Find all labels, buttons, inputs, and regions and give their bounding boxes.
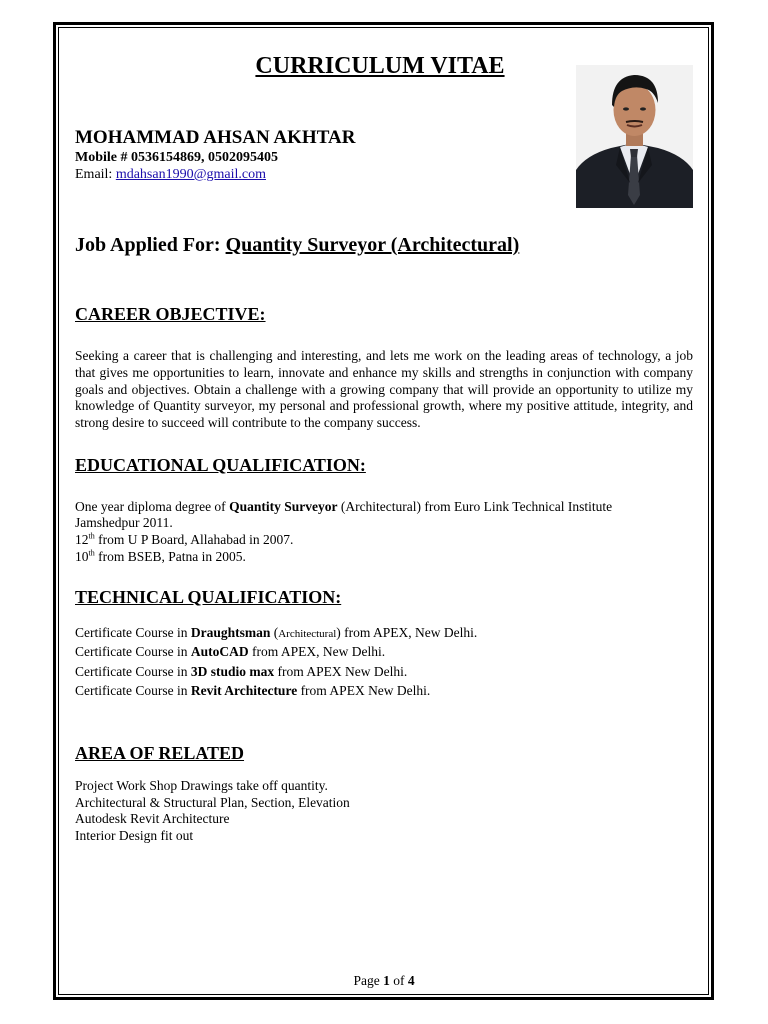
technical-item-course: 3D studio max bbox=[190, 664, 275, 679]
twelfth-suffix: th bbox=[88, 531, 95, 541]
area-related-heading: AREA OF RELATED bbox=[75, 743, 245, 763]
page-of: of bbox=[389, 973, 408, 988]
education-item-diploma bbox=[75, 499, 612, 515]
technical-item-suffix: ) from APEX, New Delhi. bbox=[336, 625, 478, 640]
technical-item-prefix: Certificate Course in bbox=[75, 625, 191, 640]
current-page: 1 bbox=[383, 973, 390, 988]
job-applied-line bbox=[75, 234, 519, 257]
technical-item bbox=[75, 664, 407, 680]
technical-item-suffix: from APEX New Delhi. bbox=[274, 664, 408, 679]
diploma-text-c: (Architectural) from Euro Link Technical Institute bbox=[337, 499, 613, 514]
twelfth-text: from U P Board, Allahabad in 2007. bbox=[94, 532, 294, 547]
technical-heading: TECHNICAL QUALIFICATION: bbox=[75, 587, 342, 607]
list-item: Project Work Shop Drawings take off quantity. bbox=[75, 778, 328, 793]
technical-item-course: AutoCAD bbox=[190, 644, 249, 659]
technical-item-prefix: Certificate Course in bbox=[75, 664, 191, 679]
profile-photo bbox=[576, 65, 693, 208]
tenth-number: 10 bbox=[75, 549, 89, 564]
technical-item-paren: ( bbox=[270, 625, 279, 640]
applicant-name: MOHAMMAD AHSAN AKHTAR bbox=[75, 127, 356, 148]
education-item-12th bbox=[75, 532, 293, 548]
technical-item-course: Draughtsman bbox=[190, 625, 271, 640]
technical-item-prefix: Certificate Course in bbox=[75, 644, 191, 659]
career-objective-heading: CAREER OBJECTIVE: bbox=[75, 304, 266, 324]
portrait-illustration bbox=[576, 65, 693, 208]
technical-item-suffix: from APEX, New Delhi. bbox=[248, 644, 386, 659]
list-item: Autodesk Revit Architecture bbox=[75, 811, 230, 826]
twelfth-number: 12 bbox=[75, 532, 89, 547]
education-item-diploma-cont: Jamshedpur 2011. bbox=[75, 515, 173, 530]
technical-item-note: Architectural bbox=[278, 628, 337, 640]
email-link[interactable]: mdahsan1990@gmail.com bbox=[115, 167, 266, 182]
email-label: Email: bbox=[75, 167, 116, 182]
technical-item-prefix: Certificate Course in bbox=[75, 683, 191, 698]
technical-item-course: Revit Architecture bbox=[190, 683, 298, 698]
mobile-numbers: Mobile # 0536154869, 0502095405 bbox=[75, 150, 278, 165]
technical-item-suffix: from APEX New Delhi. bbox=[297, 683, 431, 698]
email-line bbox=[75, 167, 266, 183]
job-label: Job Applied For: bbox=[75, 234, 226, 256]
education-heading: EDUCATIONAL QUALIFICATION: bbox=[75, 455, 366, 475]
total-pages: 4 bbox=[407, 973, 415, 988]
technical-item bbox=[75, 683, 430, 699]
technical-item bbox=[75, 644, 385, 660]
list-item: Interior Design fit out bbox=[75, 828, 194, 843]
list-item: Architectural & Structural Plan, Section, Elevation bbox=[75, 795, 350, 810]
tenth-suffix: th bbox=[88, 548, 95, 558]
document-title: CURRICULUM VITAE bbox=[255, 53, 505, 79]
page-number bbox=[0, 973, 768, 989]
page-label: Page bbox=[353, 973, 384, 988]
tenth-text: from BSEB, Patna in 2005. bbox=[94, 549, 246, 564]
career-objective-text: Seeking a career that is challenging and interesting, and lets me work on the leading areas of technology, a job that gives me opportunities to learn, innovate and enhance my skills and strengths in conjunction with company goals and objectives. Obtain a challenge with a growing company that will provide an opportunity to utilize my knowledge of Quantity surveyor, my personal and professional growth, where my positive attitude, integrity, and strong desire to succeed will contribute to the company success. bbox=[75, 348, 693, 431]
education-item-10th bbox=[75, 549, 246, 565]
job-title: Quantity Surveyor (Architectural) bbox=[225, 234, 520, 256]
diploma-course: Quantity Surveyor bbox=[229, 499, 338, 514]
diploma-text-a: One year diploma degree of bbox=[75, 499, 230, 514]
technical-item bbox=[75, 625, 477, 641]
